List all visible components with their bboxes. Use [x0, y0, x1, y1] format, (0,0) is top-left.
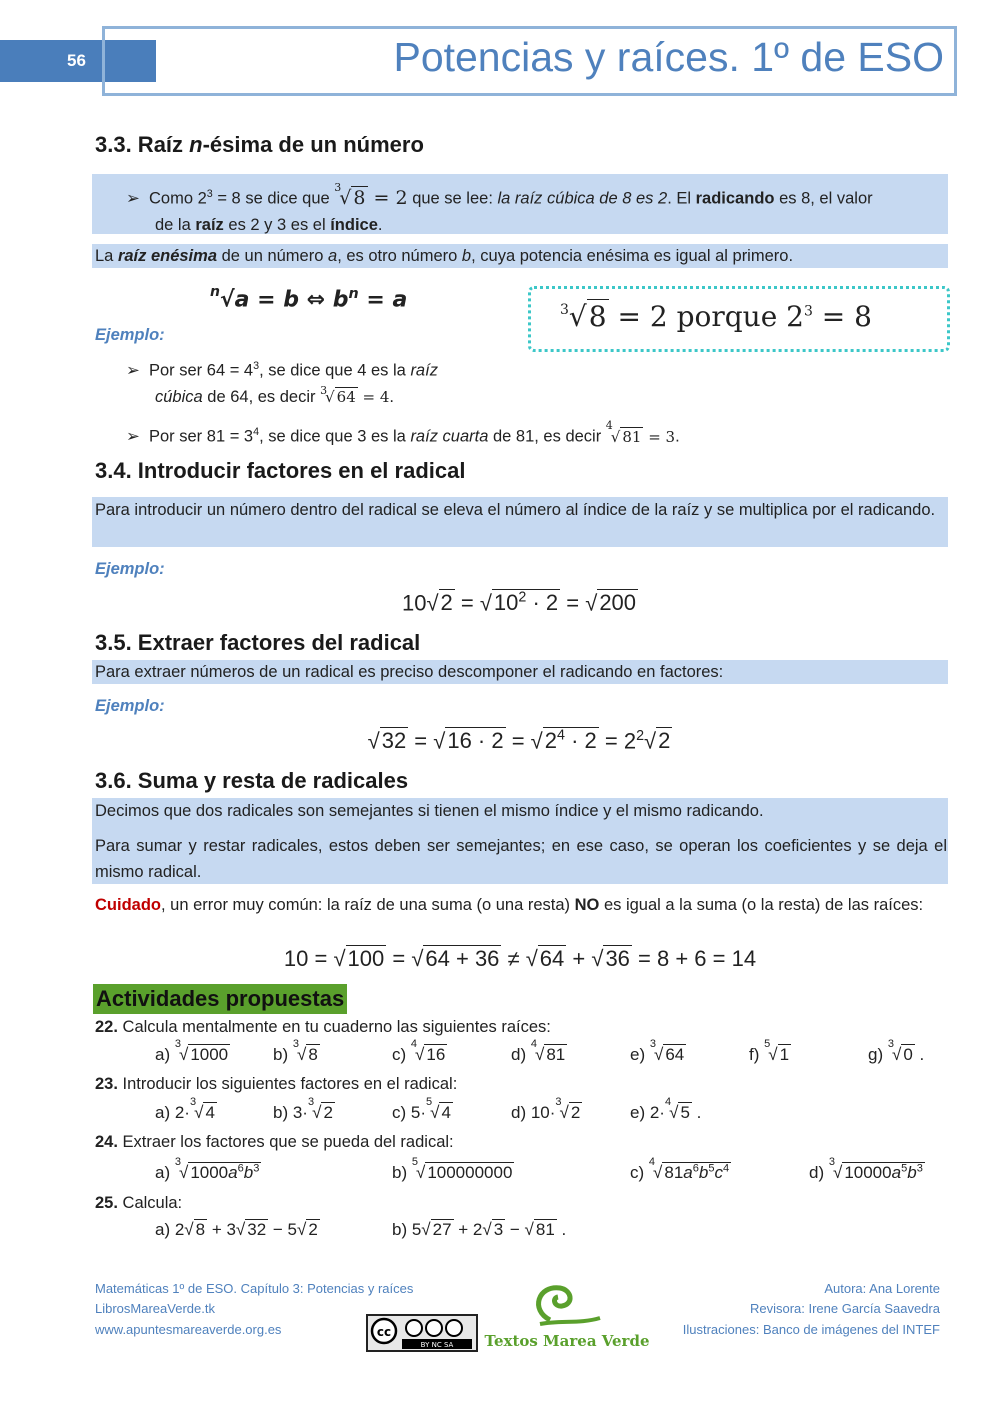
- bullet-arrow-icon: ➢: [126, 189, 140, 208]
- page-title: Potencias y raíces. 1º de ESO: [393, 34, 944, 80]
- example-label: Ejemplo:: [95, 697, 165, 715]
- bullet-arrow-icon: ➢: [126, 361, 140, 380]
- math-formula: $10√2 = √10^2 \cdot 2 = √200$: [401, 590, 637, 616]
- footer-reviewer: Revisora: Irene García Saavedra: [749, 1301, 940, 1316]
- activities-title: Actividades propuestas: [93, 984, 347, 1014]
- math-formula: 10 = √100 = √64 + 36 ≠ √64 + √36 = 8 + 6 = 14: [283, 946, 757, 971]
- question-23: 23. Introducir los siguientes factores en el radical:: [95, 1075, 458, 1093]
- section-heading-3-5: 3.5. Extraer factores del radical: [95, 630, 421, 655]
- example-label: Ejemplo:: [95, 326, 165, 344]
- footer-link[interactable]: www.apuntesmareaverde.org.es: [95, 1322, 282, 1337]
- warning-text: Cuidado, un error muy común: la raíz de una suma (o una resta) NO es igual a la suma (o la resta) de las raíces:: [95, 896, 924, 914]
- footer-illustrations: Ilustraciones: Banco de imágenes del INTEF: [682, 1322, 940, 1337]
- footer-author: Autora: Ana Lorente: [824, 1281, 940, 1296]
- question-24: 24. Extraer los factores que se pueda del radical:: [95, 1133, 454, 1151]
- boxed-formula: $^3$√8 = 2 porque $2^3 = 8$: [560, 300, 872, 333]
- question-22: 22. Calcula mentalmente en tu cuaderno las siguientes raíces:: [95, 1018, 551, 1036]
- question-25: 25. Calcula:: [95, 1194, 183, 1212]
- bullet-arrow-icon: ➢: [126, 427, 140, 446]
- footer-book: Matemáticas 1º de ESO. Capítulo 3: Potencias y raíces: [95, 1281, 414, 1296]
- section-heading-3-4: 3.4. Introducir factores en el radical: [95, 458, 466, 483]
- creative-commons-icon: [366, 1314, 478, 1352]
- definition-band: La raíz enésima de un número a, es otro número b, cuya potencia enésima es igual al primero.: [92, 244, 948, 268]
- rule-band: Para extraer números de un radical es preciso descomponer el radicando en factores:: [92, 660, 948, 684]
- page-number: 56: [0, 40, 156, 82]
- definition-formula: $^n$√a = b ⇔ $b^n = a$: [210, 284, 408, 313]
- rule-text: Para sumar y restar radicales, estos deben ser semejantes; en ese caso, se operan los coeficientes y se deja el mismo radical.: [95, 837, 947, 881]
- example-item: ➢ Por ser $81 = 3^4$, se dice que 3 es la raíz cuarta de 81, es decir $^4$√ 81 = 3.: [126, 419, 680, 446]
- math-formula: $√32 = √16 \cdot 2 = √2^4 \cdot 2 = 2^2√2$: [367, 728, 671, 754]
- svg-text:BY NC SA: BY NC SA: [420, 1341, 454, 1349]
- rule-text: Decimos que dos radicales son semejantes si tienen el mismo índice y el mismo radicando.: [95, 802, 764, 820]
- svg-text:Textos Marea Verde: Textos Marea Verde: [484, 1332, 650, 1350]
- svg-text:cc: cc: [376, 1325, 392, 1339]
- section-heading-3-3: 3.3. Raíz n-ésima de un número: [95, 132, 424, 157]
- marea-verde-logo: [484, 1280, 650, 1352]
- footer-link[interactable]: LibrosMareaVerde.tk: [95, 1301, 215, 1316]
- intro-bullet: ➢ Como $2^3 = 8$ se dice que $^3$√ 8 = 2 que se lee: la raíz cúbica de 8 es 2. El radicando es 8, el valor de la raíz es 2 y 3 es el índice.: [126, 181, 873, 234]
- rule-band: Para introducir un número dentro del radical se eleva el número al índice de la raíz y se multiplica por el radicando.: [92, 497, 948, 547]
- example-item: ➢ Por ser $64 = 4^3$, se dice que 4 es la raíz cúbica de 64, es decir $^3$√ 64 = 4.: [126, 360, 438, 406]
- example-label: Ejemplo:: [95, 560, 165, 578]
- section-heading-3-6: 3.6. Suma y resta de radicales: [95, 768, 409, 793]
